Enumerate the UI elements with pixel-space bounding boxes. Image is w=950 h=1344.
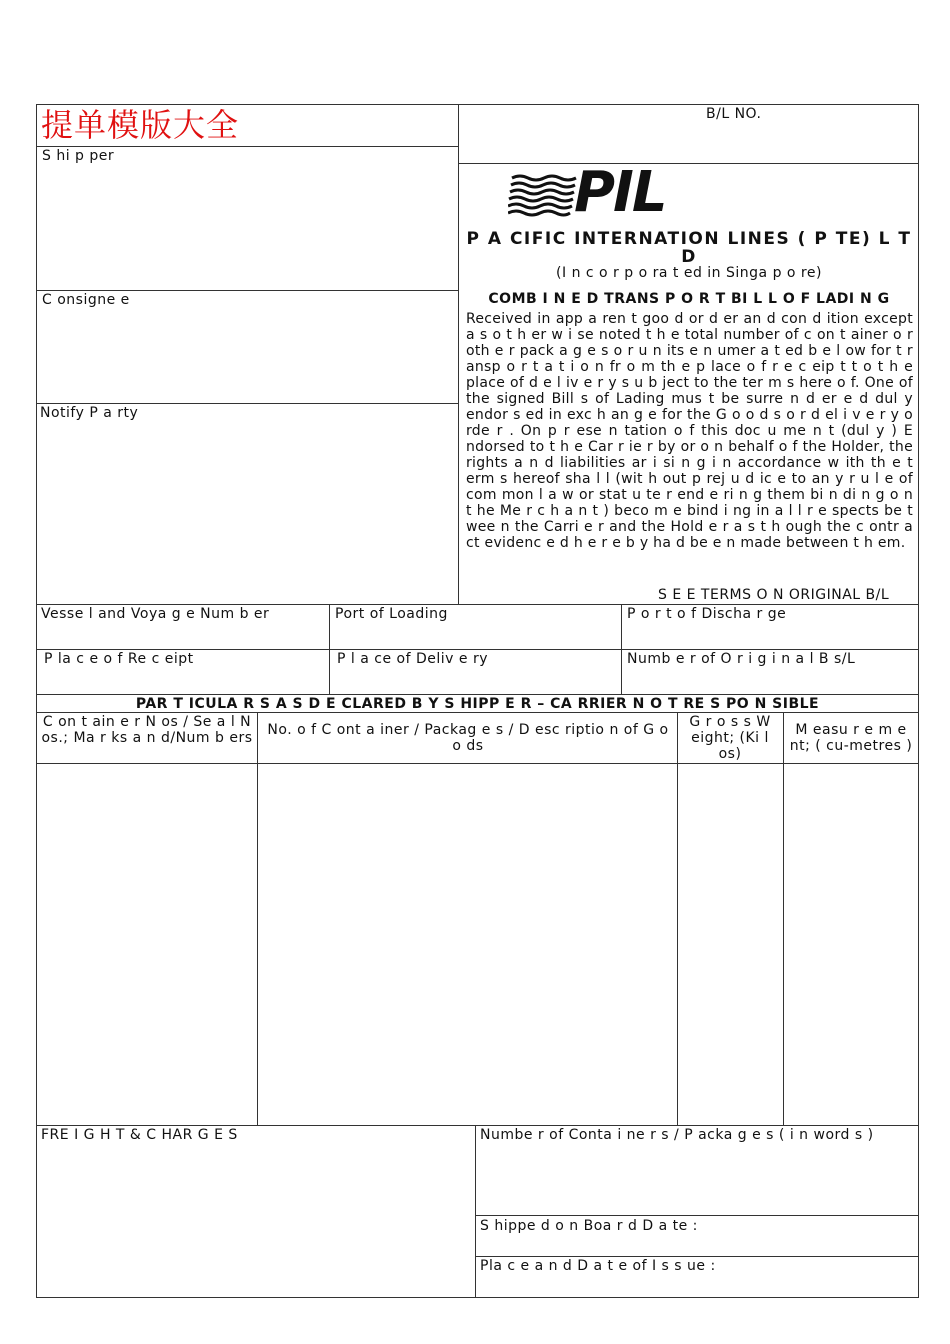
document-type: COMB I N E D TRANS P O R T BI L L O F LADI N G: [488, 291, 890, 307]
port-divider-2: [621, 604, 622, 694]
column-divider-2: [677, 712, 678, 1125]
column-head-bottom: [36, 763, 919, 764]
place-date-issue-label: Pla c e a n d D a t e of I s s ue :: [480, 1258, 716, 1274]
notify-party-label: Notify P a rty: [40, 405, 139, 421]
see-terms-note: S E E TERMS O N ORIGINAL B/L: [658, 587, 890, 603]
freight-charges-label: FRE I G H T & C HAR G E S: [41, 1127, 238, 1143]
column-header-gross-weight: G r o s s W eight; (Ki l os): [689, 714, 771, 762]
port-discharge-label: P o r t o f Discha r ge: [627, 606, 787, 622]
row-receipt-top: [36, 649, 919, 650]
number-originals-label: Numb e r of O r i g i n a l B s/L: [627, 651, 856, 667]
place-delivery-label: P l a ce of Deliv e ry: [337, 651, 488, 667]
page-heading: 提单模版大全: [41, 106, 240, 144]
column-divider-3: [783, 712, 784, 1125]
upper-divider: [458, 104, 459, 604]
bl-no-label: B/L NO.: [706, 106, 762, 122]
bl-no-bottom-line: [458, 163, 919, 164]
column-header-description: No. o f C ont a iner / Packag e s / D esc riptio n of G o o ds: [267, 722, 669, 754]
column-header-marks: C on t ain e r N os / Se a l N os.; Ma r ks a n d/Num b ers: [41, 714, 253, 746]
vessel-voyage-label: Vesse l and Voya g e Num b er: [41, 606, 270, 622]
shipped-on-board-label: S hippe d o n Boa r d D a te :: [480, 1218, 698, 1234]
pil-logo: [508, 160, 686, 225]
terms-paragraph: Received in app a ren t goo d or d er an d con d ition except a s o t h er w i se noted t h e total number of c on t ainer o r oth e r pack a g e s o r u n its e n umer a t ed b e l ow for t r ansp o r t a t i o n fr o m th e p lace o f r e c eip t t o t h e place of d e l iv e r y s u b ject to the ter m s here o f. One of the signed Bill s of Lading mus t be surre n d er e d dul y endor s ed in exc h an g e for the G o o d s o r d el i v e r y o rde r . On p r ese n tation o f this doc u me n t (dul y ) E ndorsed to t h e Car r ie r by or o n behalf o f the Holder, the rights a n d liabilities ar i si n g i n accordance w ith th e t erm s hereof sha l l (wit h out p rej u d ic e to an y r u l e of com mon l a w or stat u te r end e ri n g them bi n di n g o n t he Me r c h a n t ) beco m e bind i ng in a l l r e spects be t wee n the Carri e r and the Hold e r a s t h ough the c ontr a ct evidenc e d h e r e b y ha d be e n made between t h em.: [466, 311, 913, 551]
consignee-label: C onsigne e: [42, 292, 130, 308]
column-head-top: [36, 712, 919, 713]
footer-divider: [475, 1125, 476, 1298]
column-header-measurement: M easu r e m e nt; ( cu-metres ): [789, 722, 913, 754]
consignee-top-line: [36, 290, 458, 291]
port-divider-1: [329, 604, 330, 694]
incorporated-note: (I n c o r p o ra t ed in Singa p o re): [556, 265, 822, 281]
logo-text: PIL: [574, 160, 666, 225]
place-receipt-label: P la c e o f Re c eipt: [44, 651, 194, 667]
row-vessel-top: [36, 604, 919, 605]
row-banner-top: [36, 694, 919, 695]
footer-top-line: [36, 1125, 919, 1126]
number-containers-label: Numbe r of Conta i ne r s / P acka g e s ( i n word s ): [480, 1127, 874, 1143]
issue-top-line: [475, 1256, 919, 1257]
shipper-top-line: [36, 146, 458, 147]
notify-top-line: [36, 403, 458, 404]
port-loading-label: Port of Loading: [335, 606, 448, 622]
shipped-top-line: [475, 1215, 919, 1216]
column-divider-1: [257, 712, 258, 1125]
company-name: P A CIFIC INTERNATION LINES ( P TE) L T D: [466, 229, 912, 267]
particulars-banner: PAR T ICULA R S A S D E CLARED B Y S HIPP E R – CA RRIER N O T RE S PO N SIBLE: [135, 696, 820, 712]
shipper-label: S hi p per: [42, 148, 115, 164]
